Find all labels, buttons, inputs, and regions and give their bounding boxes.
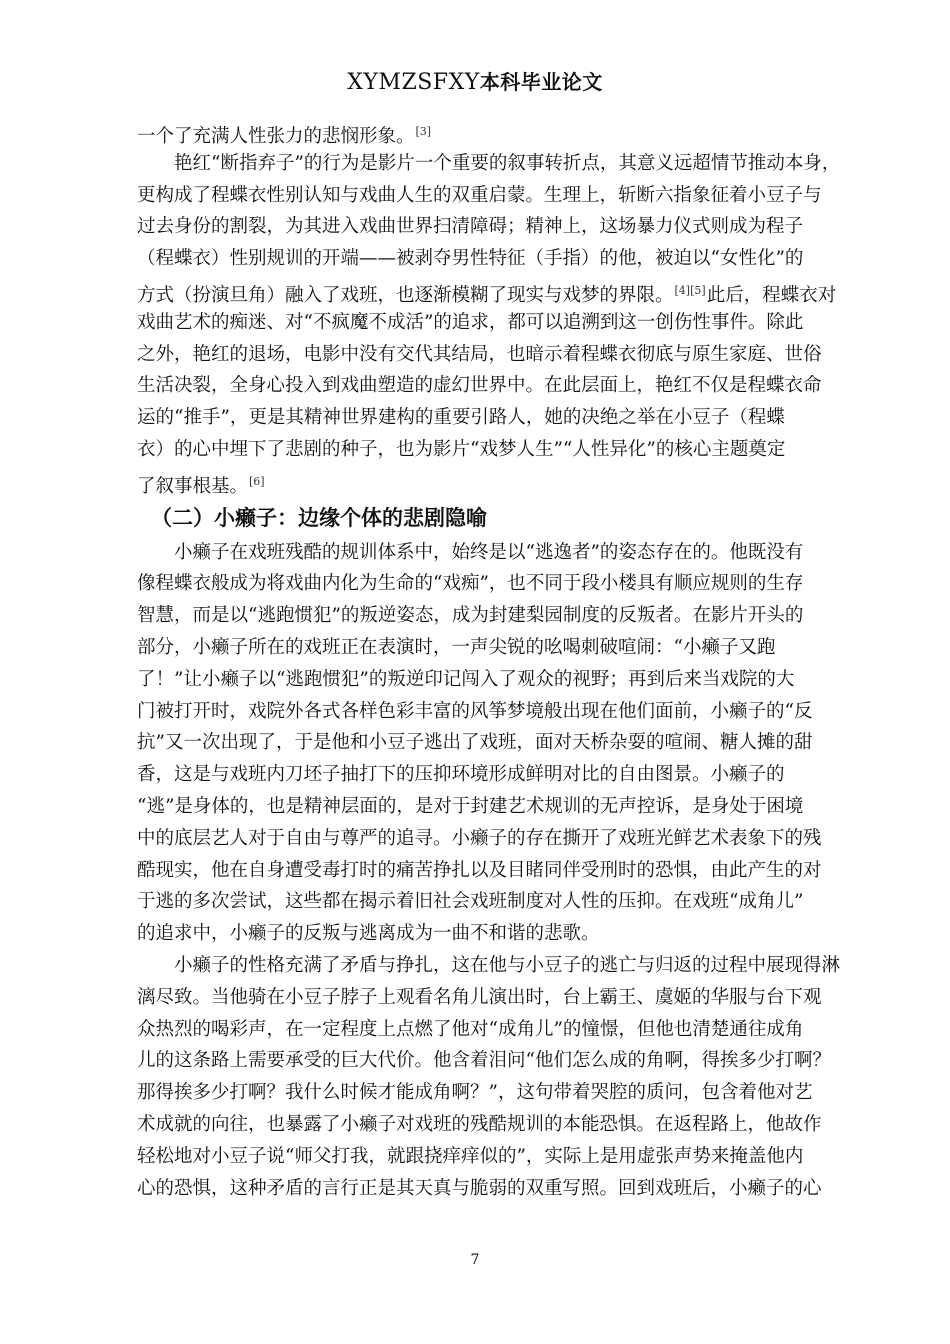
paragraph-line: 的追求中，小癞子的反叛与逃离成为一曲不和谐的悲歌。 [137, 923, 600, 945]
paragraph-line: 心的恐惧，这种矛盾的言行正是其天真与脆弱的双重写照。回到戏班后，小癞子的心 [137, 1177, 822, 1199]
citation: [4][5] [674, 283, 706, 297]
paragraph-line: 过去身份的割裂，为其进入戏曲世界扫清障碍；精神上，这场暴力仪式则成为程子 [137, 216, 804, 238]
paragraph-line: 方式（扮演旦角）融入了戏班，也逐渐模糊了现实与戏梦的界限。[4][5]此后，程蝶衣对 [137, 283, 837, 306]
paragraph-line: 那得挨多少打啊？我什么时候才能成角啊？”，这句带着哭腔的质问，包含着他对艺 [137, 1082, 813, 1104]
paragraph-line: 部分，小癞子所在的戏班正在表演时，一声尖锐的吆喝刺破喧闹：“小癞子又跑 [137, 636, 776, 658]
paragraph-line: （程蝶衣）性别规训的开端——被剥夺男性特征（手指）的他，被迫以“女性化”的 [137, 248, 804, 270]
paragraph-line: 中的底层艺人对于自由与尊严的追寻。小癞子的存在撕开了戏班光鲜艺术表象下的残 [137, 827, 822, 849]
paragraph-line: 像程蝶衣般成为将戏曲内化为生命的“戏痴”，也不同于段小楼具有顺应规则的生存 [137, 573, 804, 595]
paragraph-line: 酷现实，他在自身遭受毒打时的痛苦挣扎以及目睹同伴受刑时的恐惧，由此产生的对 [137, 859, 822, 881]
paragraph-line: 一个了充满人性张力的悲悯形象。[3] [137, 125, 432, 147]
paragraph-line: 小癞子在戏班残酷的规训体系中，始终是以“逃逸者”的姿态存在的。他既没有 [137, 541, 804, 563]
paragraph-line: 儿的这条路上需要承受的巨大代价。他含着泪问“他们怎么成的角啊，得挨多少打啊？ [137, 1050, 831, 1072]
paragraph-line: 衣）的心中埋下了悲剧的种子，也为影片“戏梦人生”“人性异化”的核心主题奠定 [137, 438, 786, 460]
paragraph-line: 轻松地对小豆子说“师父打我，就跟挠痒痒似的”，实际上是用虚张声势来掩盖他内 [137, 1145, 804, 1167]
header-title: 本科毕业论文 [479, 70, 603, 94]
paragraph-line: 了叙事根基。[6] [137, 474, 265, 497]
paragraph-line: 了！”让小癞子以“逃跑惯犯”的叛逆印记闯入了观众的视野；再到后来当戏院的大 [137, 668, 795, 690]
header-code: XYMZSFXY [347, 70, 480, 95]
paragraph-line: 艳红“断指弃子”的行为是影片一个重要的叙事转折点，其意义远超情节推动本身， [137, 152, 841, 174]
paragraph-line: 众热烈的喝彩声，在一定程度上点燃了他对“成角儿”的憧憬，但他也清楚通往成角 [137, 1018, 804, 1040]
page-number: 7 [470, 1252, 480, 1268]
paragraph-line: 运的“推手”，更是其精神世界建构的重要引路人，她的决绝之举在小豆子（程蝶 [137, 407, 785, 429]
paragraph-line: 门被打开时，戏院外各式各样色彩丰富的风筝梦境般出现在他们面前，小癞子的“反 [137, 700, 813, 722]
paragraph-line: “逃”是身体的，也是精神层面的，是对于封建艺术规训的无声控诉，是身处于困境 [137, 795, 804, 817]
citation: [3] [415, 125, 432, 138]
paragraph-line: 小癞子的性格充满了矛盾与挣扎，这在他与小豆子的逃亡与归返的过程中展现得淋 [137, 954, 841, 976]
paragraph-line: 戏曲艺术的痴迷、对“不疯魔不成活”的追求，都可以追溯到这一创伤性事件。除此 [137, 311, 804, 333]
paragraph-line: 生活决裂，全身心投入到戏曲塑造的虚幻世界中。在此层面上，艳红不仅是程蝶衣命 [137, 375, 822, 397]
paragraph-line: 之外，艳红的退场，电影中没有交代其结局，也暗示着程蝶衣彻底与原生家庭、世俗 [137, 343, 822, 365]
body-text [137, 116, 859, 1204]
paragraph-line: 更构成了程蝶衣性别认知与戏曲人生的双重启蒙。生理上，斩断六指象征着小豆子与 [137, 184, 822, 206]
citation: [6] [249, 474, 265, 488]
paragraph-line: 于逃的多次尝试，这些都在揭示着旧社会戏班制度对人性的压抑。在戏班“成角儿” [137, 891, 804, 913]
paragraph-line: 香，这是与戏班内刀坯子抽打下的压抑环境形成鲜明对比的自由图景。小癞子的 [137, 764, 785, 786]
paragraph-line: 漓尽致。当他骑在小豆子脖子上观看名角儿演出时，台上霸王、虞姬的华服与台下观 [137, 986, 822, 1008]
paragraph-line: 智慧，而是以“逃跑惯犯”的叛逆姿态，成为封建梨园制度的反叛者。在影片开头的 [137, 605, 804, 627]
section-heading: （二）小癞子：边缘个体的悲剧隐喻 [151, 505, 487, 530]
paragraph-line: 术成就的向往，也暴露了小癞子对戏班的残酷规训的本能恐惧。在返程路上，他故作 [137, 1113, 822, 1135]
page-header [0, 66, 950, 95]
paragraph-line: 抗”又一次出现了，于是他和小豆子逃出了戏班，面对天桥杂耍的喧闹、糖人摊的甜 [137, 732, 813, 754]
